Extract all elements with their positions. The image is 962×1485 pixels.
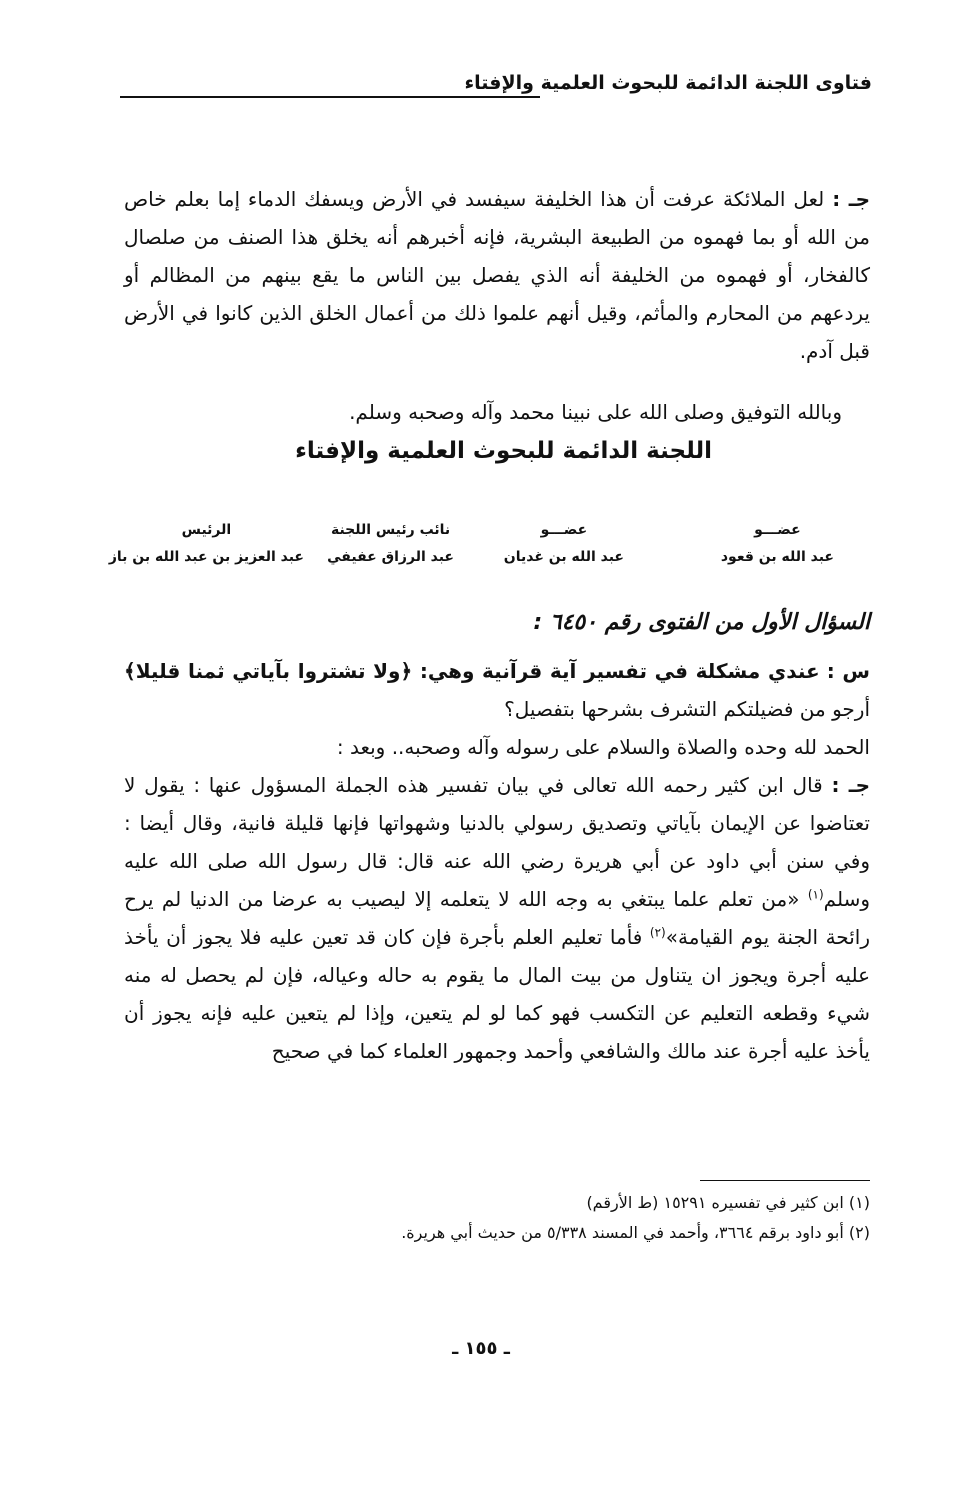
signatory-role: نائب رئيس اللجنة bbox=[330, 522, 451, 538]
question-label: س : bbox=[826, 659, 871, 683]
page-number: ـ ١٥٥ ـ bbox=[452, 1338, 510, 1359]
signatory-role: عضـــو bbox=[754, 522, 801, 538]
question-heading: السؤال الأول من الفتوى رقم ٦٤٥٠ : bbox=[533, 610, 870, 635]
signature-block bbox=[108, 518, 834, 578]
header-rule bbox=[120, 96, 540, 98]
signatory-role: الرئيس bbox=[181, 522, 232, 538]
answer-two-label: جـ : bbox=[831, 773, 870, 797]
header-title: فتاوى اللجنة الدائمة للبحوث العلمية والإفتاء bbox=[464, 72, 872, 94]
footnotes bbox=[124, 1188, 870, 1248]
footnote-2: (٢) أبو داود برقم ٣٦٦٤، وأحمد في المسند ٥/٣٣٨ من حديث أبي هريرة. bbox=[401, 1223, 870, 1242]
signatory-chairman-baz bbox=[109, 518, 304, 572]
footnote-rule bbox=[700, 1180, 870, 1181]
running-header bbox=[120, 72, 872, 102]
signatory-name: عبد الله بن غديان bbox=[503, 549, 624, 565]
answer-one-text: لعل الملائكة عرفت أن هذا الخليفة سيفسد في الأرض ويسفك الدماء إما بعلم خاص من الله أو بما فهموه من الطبيعة البشرية، فإنه أخبرهم أنه يخلق هذا الصنف من صلصال كالفخار، أو فهموه من الخليفة أنه الذي يفصل بين الناس ما يقع بينهم من المظالم أو يردعهم من المحارم والمأثم، وقيل أنهم علموا ذلك من أعمال الخلق الذين كانوا في الأرض قبل آدم. bbox=[124, 187, 870, 363]
signatory-name: عبد الله بن قعود bbox=[720, 549, 834, 565]
question-text-request: أرجو من فضيلتكم التشرف بشرحها بتفصيل؟ bbox=[504, 697, 870, 721]
signatory-role: عضـــو bbox=[540, 522, 588, 538]
signatory-name: عبد العزيز بن عبد الله بن باز bbox=[108, 549, 304, 565]
footnote-ref-2: (٢) bbox=[649, 925, 666, 940]
footnote-1: (١) ابن كثير في تفسيره ١٥٢٩١ (ط الأرقم) bbox=[586, 1193, 870, 1212]
answer-one-block bbox=[124, 180, 870, 370]
signatory-deputy-afifi bbox=[327, 518, 454, 572]
question-answer-block bbox=[124, 652, 870, 1070]
footnote-ref-1: (١) bbox=[807, 887, 824, 902]
answer-one-label: جـ : bbox=[832, 187, 870, 211]
signatory-name: عبد الرزاق عفيفي bbox=[327, 549, 454, 565]
signatory-member-qaud bbox=[721, 518, 834, 572]
closing-line: وبالله التوفيق وصلى الله على نبينا محمد وآله وصحبه وسلم. bbox=[349, 400, 842, 424]
answer-two-paragraph bbox=[124, 766, 870, 1070]
answer-two-hadith: «من تعلم علما يبتغي به وجه الله لا يتعلمه إلا ليصيب به عرضا من الدنيا لم يرح رائحة الجنة يوم القيامة» bbox=[124, 887, 870, 949]
committee-name: اللجنة الدائمة للبحوث العلمية والإفتاء bbox=[295, 438, 712, 464]
answer-two-text-part1: قال ابن كثير رحمه الله تعالى في بيان تفسير هذه الجملة المسؤول عنها : يقول لا تعتاضوا عن الإيمان بآياتي وتصديق رسولي بالدنيا وشهواتها فإنها قليلة فانية، وقال أيضا : وفي سنن أبي داود عن أبي هريرة رضي الله عنه قال: قال رسول الله صلى الله عليه وسلم bbox=[124, 773, 870, 911]
answer-one-paragraph bbox=[124, 180, 870, 370]
question-text-quote: عندي مشكلة في تفسير آية قرآنية وهي: ﴿ولا تشتروا بآياتي ثمنا قليلا﴾ bbox=[124, 659, 820, 683]
answer-two-text-part3: فأما تعليم العلم بأجرة فإن كان قد تعين عليه فلا يجوز أن يأخذ عليه أجرة ويجوز ان يتناول من بيت المال ما يقوم به حاله وعياله، فإن لم يحصل له منه شيء وقطعه التعليم عن التكسب فهو كما لو لم يتعين، وإذا لم يتعين عليه فإنه يجوز أن يأخذ عليه أجرة عند مالك والشافعي وأحمد وجمهور العلماء كما في صحيح bbox=[124, 925, 870, 1063]
signatory-member-ghudayan bbox=[504, 518, 624, 572]
question-paragraph bbox=[124, 652, 870, 728]
praise-line: الحمد لله وحده والصلاة والسلام على رسوله وآله وصحبه.. وبعد : bbox=[336, 735, 870, 759]
